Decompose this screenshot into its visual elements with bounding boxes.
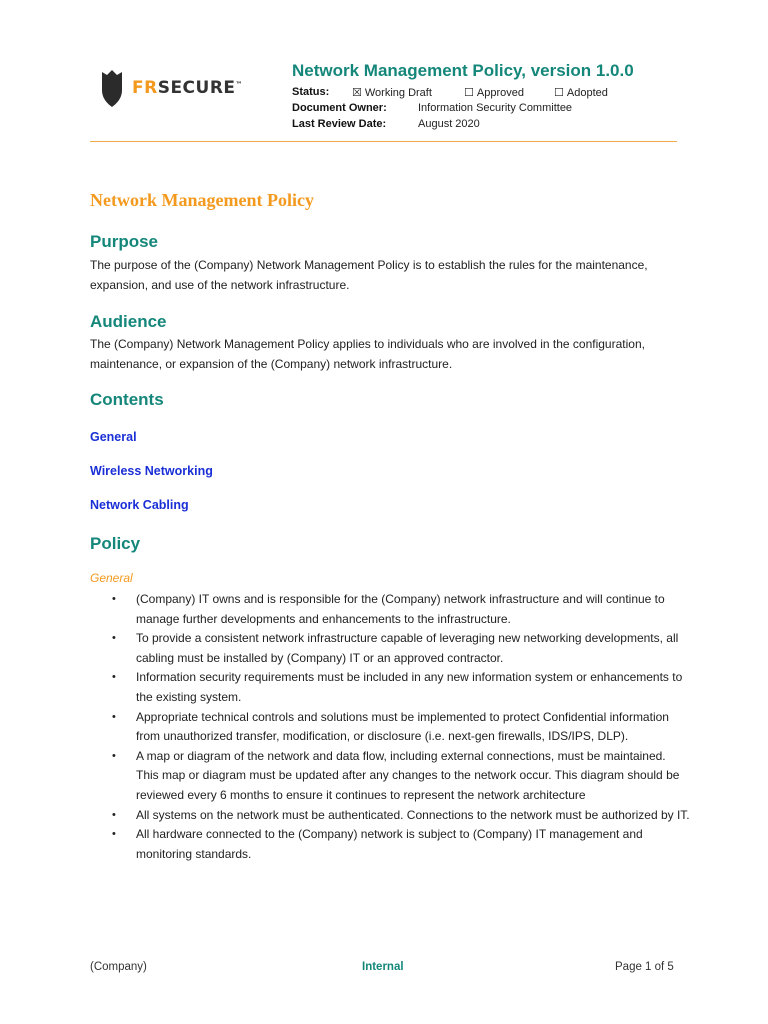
- list-item: • To provide a consistent network infrastructure capable of leveraging new networking developments, all cabling must be installed by (Company) IT or an approved contractor.: [110, 629, 690, 668]
- general-subheading: General: [90, 571, 133, 585]
- general-bullet-list: [110, 590, 690, 864]
- audience-text: The (Company) Network Management Policy applies to individuals who are involved in the configuration, maintenance, or expansion of the (Company) network infrastructure.: [90, 337, 645, 371]
- logo-wordmark: FRSECURE™: [132, 78, 244, 98]
- audience-heading: Audience: [90, 312, 167, 331]
- owner-label: Document Owner:: [292, 102, 387, 114]
- list-item: • (Company) IT owns and is responsible for the (Company) network infrastructure and will continue to manage further developments and enhancements to the infrastructure.: [110, 590, 690, 629]
- toc-link-wireless-networking[interactable]: Wireless Networking: [90, 464, 213, 478]
- review-value: August 2020: [418, 118, 480, 130]
- owner-value: Information Security Committee: [418, 102, 573, 114]
- policy-heading: Policy: [90, 534, 141, 553]
- status-label: Status:: [292, 86, 330, 98]
- list-item: • A map or diagram of the network and data flow, including external connections, must be maintained. This map or diagram must be updated after any changes to the network occur. This diagram should be reviewed every 6 months to ensure it continues to represent the network architecture: [110, 747, 690, 806]
- shield-logo-icon: [100, 68, 124, 108]
- document-title: Network Management Policy, version 1.0.0: [292, 61, 634, 80]
- footer-page-number: Page 1 of 5: [615, 961, 674, 973]
- status-adopted[interactable]: ☐ Adopted: [554, 86, 608, 99]
- review-label: Last Review Date:: [292, 118, 387, 130]
- list-item: • All hardware connected to the (Company) network is subject to (Company) IT management and monitoring standards.: [110, 825, 690, 864]
- purpose-text: The purpose of the (Company) Network Management Policy is to establish the rules for the maintenance, expansion, and use of the network infrastructure.: [90, 258, 648, 292]
- list-item: • Appropriate technical controls and solutions must be implemented to protect Confidential information from unauthorized transfer, modification, or disclosure (i.e. next-gen firewalls, IDS/IPS, DLP).: [110, 708, 690, 747]
- toc-link-general[interactable]: General: [90, 430, 137, 444]
- toc-link-network-cabling[interactable]: Network Cabling: [90, 498, 189, 512]
- list-item: • Information security requirements must be included in any new information system or enhancements to the existing system.: [110, 668, 690, 707]
- header-divider: [90, 141, 677, 142]
- status-working-draft[interactable]: ☒ Working Draft: [352, 86, 432, 99]
- policy-title: Network Management Policy: [90, 190, 314, 210]
- list-item: • All systems on the network must be authenticated. Connections to the network must be authorized by IT.: [110, 806, 690, 826]
- unchecked-box-icon: ☐: [464, 86, 474, 99]
- purpose-heading: Purpose: [90, 232, 159, 251]
- contents-heading: Contents: [90, 390, 164, 409]
- footer-company: (Company): [90, 961, 147, 973]
- checked-box-icon: ☒: [352, 86, 362, 99]
- status-approved[interactable]: ☐ Approved: [464, 86, 524, 99]
- unchecked-box-icon: ☐: [554, 86, 564, 99]
- frsecure-logo: [100, 66, 243, 110]
- footer-classification: Internal: [362, 961, 404, 973]
